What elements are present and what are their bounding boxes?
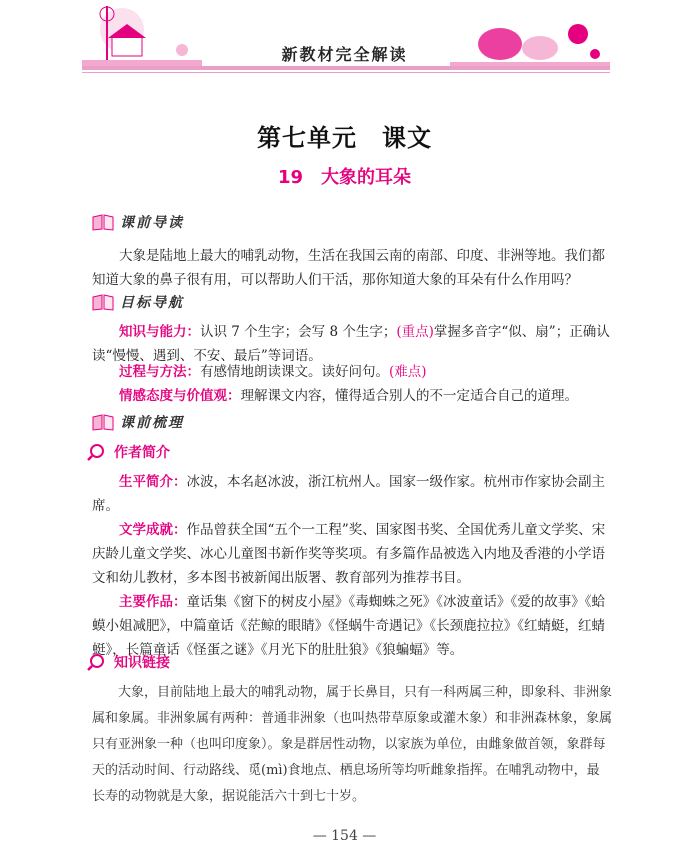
author-key: 生平简介：: [119, 474, 187, 490]
header-title: 新教材完全解读: [281, 45, 408, 64]
knowledge-link-text: 大象，目前陆地上最大的哺乳动物，属于长鼻目，只有一科两属三种，即象科、非洲象属和象属。非洲象属有两种：普通非洲象（也叫热带草原象或灌木象）和非洲森林象，象属只有亚洲象一种（也叫印度象）。象是群居性动物，以家族为单位，由雌象做首领，象群每天的活动时间、行动路线、觅(mì)食地点、栖息场所等均听雌象指挥。在哺乳动物中，最长寿的动物就是大象，据说能活六十到七十岁。: [92, 685, 613, 804]
section-author: [86, 442, 170, 462]
section-label: 目标导航: [120, 295, 184, 311]
section-label: 课前梳理: [120, 415, 184, 431]
book-icon: [92, 413, 114, 431]
pre-reading-text: 大象是陆地上最大的哺乳动物，生活在我国云南的南部、印度、非洲等地。我们都知道大象的鼻子很有用，可以帮助人们干活，那你知道大象的耳朵有什么作用吗？: [92, 248, 605, 288]
section-pre-sorting: [92, 412, 184, 432]
page-number: — 154 —: [312, 828, 377, 844]
page-header: [0, 0, 689, 80]
goal-key: 情感态度与价值观：: [119, 388, 241, 404]
goal-text: 认识 7 个生字；会写 8 个生字；: [200, 324, 397, 340]
goal-text: 有感情地朗读课文。读好问句。: [200, 364, 389, 380]
book-icon: [92, 293, 114, 311]
section-pre-reading: [92, 212, 184, 232]
section-label: 课前导读: [120, 215, 184, 231]
goal-mark: (重点): [396, 324, 434, 340]
header-rule: [82, 66, 610, 70]
author-bio: [92, 470, 612, 518]
lesson-title: 19 大象的耳朵: [277, 167, 412, 188]
author-text: 童话集《窗下的树皮小屋》《毒蜘蛛之死》《冰波童话》《爱的故事》《蛤蟆小姐减肥》，中篇童话《茫鲸的眼睛》《怪蜗牛奇遇记》《长颈鹿拉拉》《红蜻蜓，红蜻蜓》，长篇童话《怪蛋之谜》《月光下的肚肚狼》《狼蝙蝠》等。: [92, 594, 605, 658]
goal-attitude: [92, 384, 612, 408]
unit-title: 第七单元 课文: [257, 123, 432, 152]
header-rule-thin: [82, 72, 610, 73]
magnifier-icon: [86, 653, 108, 671]
goal-text: 理解课文内容，懂得适合别人的不一定适合自己的道理。: [240, 388, 578, 404]
book-icon: [92, 213, 114, 231]
magnifier-icon: [86, 443, 108, 461]
author-key: 文学成就：: [119, 522, 187, 538]
section-knowledge-link: [86, 652, 170, 672]
goal-key: 过程与方法：: [119, 364, 200, 380]
author-works: [92, 590, 612, 662]
section-label: 作者简介: [114, 445, 170, 461]
section-goals: [92, 292, 184, 312]
goal-text: 掌握多音字“似、扇”；正确认读“慢慢、遇到、不安、最后”等词语。: [92, 324, 610, 364]
author-key: 主要作品：: [119, 594, 187, 610]
author-text: 冰波，本名赵冰波，浙江杭州人。国家一级作家。杭州市作家协会副主席。: [92, 474, 605, 514]
goal-process: [92, 360, 612, 384]
goal-key: 知识与能力：: [119, 324, 200, 340]
section-label: 知识链接: [114, 655, 170, 671]
goal-mark: (难点): [389, 364, 427, 380]
author-text: 作品曾获全国“五个一工程”奖、国家图书奖、全国优秀儿童文学奖、宋庆龄儿童文学奖、冰心儿童图书新作奖等奖项。有多篇作品被选入内地及香港的小学语文和幼儿教材，多本图书被新闻出版署、教育部列为推荐书目。: [92, 522, 606, 586]
author-achievements: [92, 518, 612, 590]
